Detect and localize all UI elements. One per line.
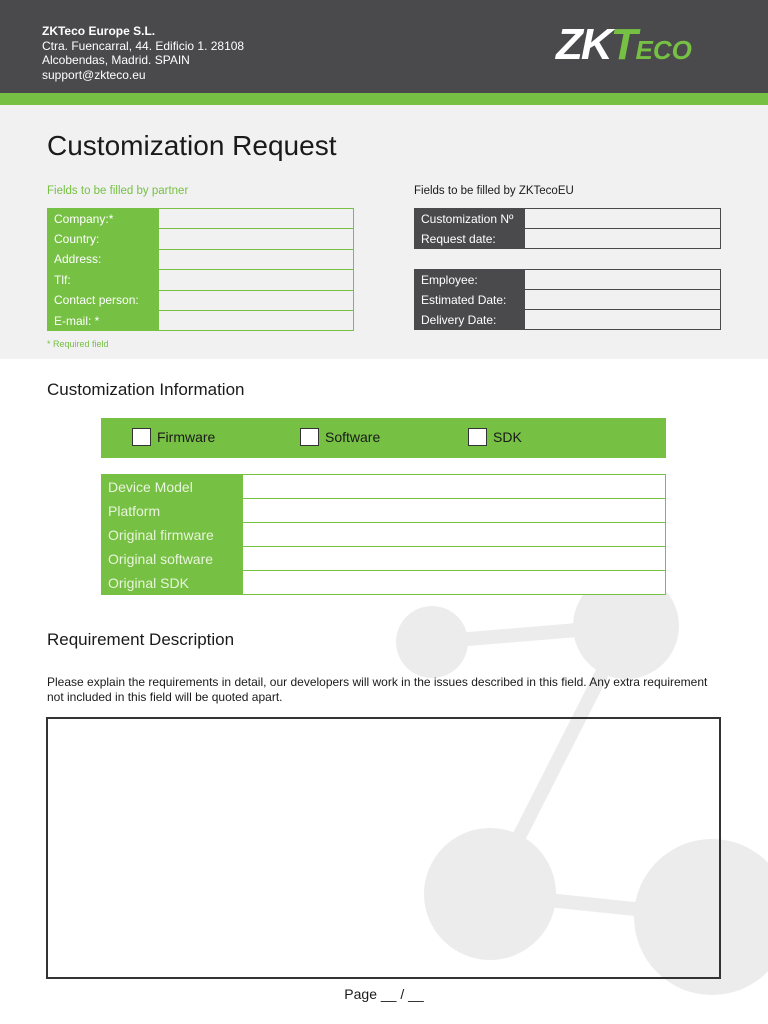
device-model-field[interactable] [243,475,666,499]
company-label: Company:* [48,209,159,229]
original-software-field[interactable] [243,547,666,571]
email-label: E-mail: * [48,310,159,330]
software-option[interactable] [300,428,380,446]
delivery-date-label: Delivery Date: [415,310,525,330]
logo-zk: ZK [556,20,611,69]
address-label: Address: [48,249,159,269]
customization-information-title: Customization Information [47,380,245,399]
original-firmware-label: Original firmware [102,523,243,547]
device-row-model [102,475,666,499]
customization-number-label: Customization Nº [415,209,525,229]
employee-label: Employee: [415,270,525,290]
device-model-label: Device Model [102,475,243,499]
requirement-description-title: Requirement Description [47,630,235,649]
country-label: Country: [48,229,159,249]
company-email: support@zkteco.eu [42,67,146,82]
sdk-checkbox[interactable] [468,428,487,446]
platform-label: Platform [102,499,243,523]
device-row-platform [102,499,666,523]
original-software-label: Original software [102,547,243,571]
software-label: Software [325,429,381,445]
original-sdk-field[interactable] [243,571,666,595]
company-address-line1: Ctra. Fuencarral, 44. Edificio 1. 28108 [42,38,245,53]
original-sdk-label: Original SDK [102,571,243,595]
device-info-table [101,474,666,595]
sdk-label: SDK [493,429,522,445]
company-address-line2: Alcobendas, Madrid. SPAIN [42,53,190,67]
firmware-label: Firmware [157,429,216,445]
estimated-date-label: Estimated Date: [415,290,525,310]
page-title: Customization Request [47,130,337,161]
request-date-label: Request date: [415,229,525,249]
zkteco-section-label: Fields to be filled by ZKTecoEU [414,185,574,197]
device-row-firmware [102,523,666,547]
partner-section-label: Fields to be filled by partner [47,185,189,197]
firmware-checkbox[interactable] [132,428,151,446]
molecule-atom-1 [396,606,468,678]
software-checkbox[interactable] [300,428,319,446]
logo-eco: ECO [635,35,692,65]
logo-t: T [610,20,636,69]
tlf-label: Tlf: [48,270,159,290]
company-name: ZKTeco Europe S.L. [42,24,156,38]
required-field-note: * Required field [47,339,109,349]
device-row-software [102,547,666,571]
platform-field[interactable] [243,499,666,523]
firmware-option[interactable] [132,428,215,446]
sdk-option[interactable] [468,428,522,446]
contact-person-label: Contact person: [48,290,159,310]
original-firmware-field[interactable] [243,523,666,547]
customization-type-bar [101,418,666,458]
requirement-description-textarea[interactable] [46,717,721,979]
device-row-sdk [102,571,666,595]
page-number: Page __ / __ [344,986,424,1002]
requirement-instructions: Please explain the requirements in detail, our developers will work in the issues described in this field. Any extra requirement not included in this field will be quoted apart. [47,675,708,704]
